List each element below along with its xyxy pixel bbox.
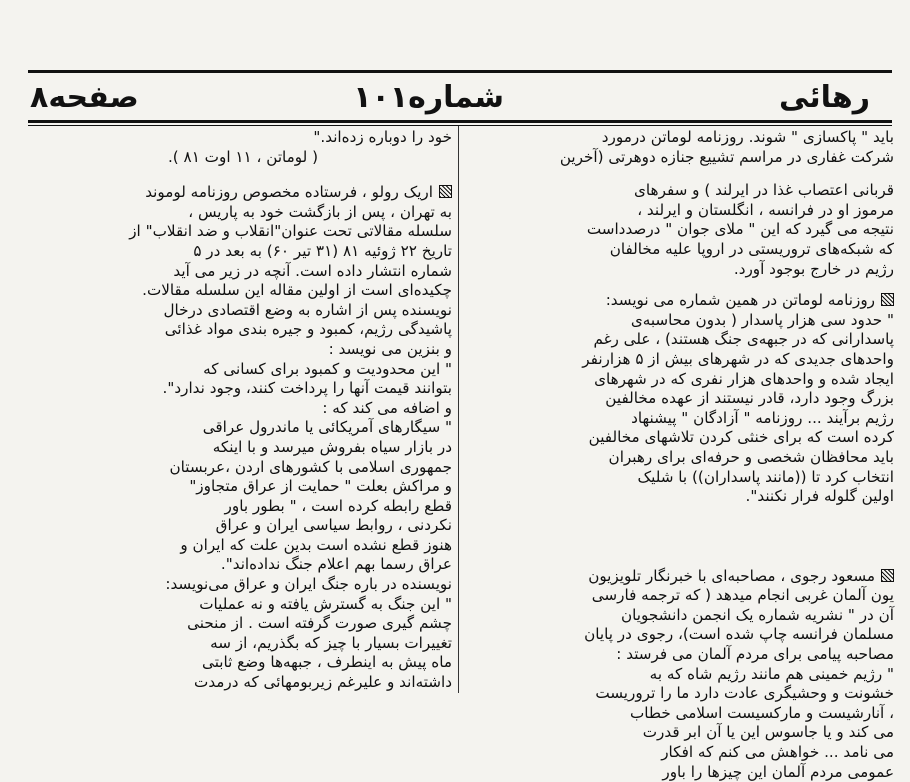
text-line: بتوانند قیمت آنها را پرداخت کنند، وجود ندارد". — [162, 379, 452, 398]
text-line: مسعود رجوی ، مصاحبه‌ای با خبرنگار تلویزیون — [466, 567, 894, 587]
text-line: باید محافظان شخصی و حرفه‌ای برای رهبران — [608, 447, 894, 466]
bullet-square-icon — [881, 293, 894, 306]
text-line: " سیگارهای آمریکائی یا ماندرول عراقی — [202, 418, 452, 437]
news-item-lematin — [466, 291, 894, 507]
quote-source: ( لوماتن ، ۱۱ اوت ۸۱ ). — [167, 147, 319, 166]
text-line: و اضافه می کند که : — [322, 398, 452, 417]
text-line: ایجاد شده و واحدهای هزار نفری که در شهرهای — [594, 369, 894, 388]
text-line: و مراکش بعلت " حمایت از عراق متجاوز" — [189, 477, 452, 496]
publication-title: رهائی — [779, 80, 870, 115]
right-column — [466, 128, 894, 782]
text-line: " حدود سی هزار پاسدار ( بدون محاسبه‌ی — [630, 310, 894, 329]
text-line: ماه پیش به اینطرف ، جبهه‌ها وضع ثابتی — [202, 653, 452, 672]
text-line: انتخاب کرد تا ((مانند پاسداران)) با شلیک — [637, 467, 894, 486]
text-line: یون آلمان غربی انجام میدهد ( که ترجمه فارسی — [591, 586, 894, 605]
text-line: عمومی مردم آلمان این چیزها را باور — [662, 762, 894, 781]
text-line: " این محدودیت و کمبود برای کسانی که — [203, 359, 452, 378]
text-line: باید " پاکسازی " شوند. روزنامه لوماتن درمورد — [601, 128, 894, 146]
masthead-top-rule — [28, 70, 892, 73]
text-line: می نامد ... خواهش می کنم که افکار — [661, 743, 894, 762]
text-line: پاسدارانی که در جبهه‌ی جنگ هستند) ، علی رغم — [593, 330, 894, 349]
masthead-bottom-rule — [28, 120, 892, 123]
text-line: ، آنارشیست و مارکسیست اسلامی خطاب — [629, 703, 894, 722]
text-line: کرده است که برای خنثی کردن تلاشهای مخالفین — [588, 428, 894, 447]
column-divider — [458, 126, 459, 693]
text-line: مصاحبه پیامی برای مردم آلمان می فرستد : — [616, 645, 894, 664]
text-line: و بنزین می نویسد : — [328, 339, 452, 358]
text-line: آن در " نشریه شماره یک انجمن دانشجویان — [620, 605, 894, 624]
article-continuation — [466, 128, 894, 279]
text-line: قربانی اعتصاب غذا در ایرلند ) و سفرهای — [634, 181, 894, 200]
text-line: مسلمان فرانسه چاپ شده است)، رجوی در پایان — [584, 625, 894, 644]
bullet-square-icon — [439, 185, 452, 198]
news-item-rajavi — [466, 567, 894, 782]
text-line: مرموز او در فرانسه ، انگلستان و ایرلند ، — [637, 200, 894, 219]
text-line: خشونت و وحشیگری عادت دارد ما را تروریست — [595, 684, 894, 703]
text-line: نتیجه می گیرد که این " ملای جوان " درصدداست — [586, 220, 894, 239]
text-line: هنوز قطع نشده است بدین علت که ایران و — [180, 535, 452, 554]
text-line: در بازار سیاه بفروش میرسد و با اینکه — [212, 437, 452, 456]
masthead-bottom-rule-thin — [28, 125, 892, 126]
quote-ending — [34, 128, 452, 167]
text-line: روزنامه لوماتن در همین شماره می نویسد: — [466, 291, 894, 311]
masthead — [30, 76, 892, 120]
text-line: شماره انتشار داده است. آنچه در زیر می آید — [173, 261, 452, 280]
left-column — [34, 128, 452, 693]
text-line: قطع رابطه کرده است ، " بطور باور — [224, 496, 452, 515]
text-line: بزرگ وجود دارد، قادر نیستند از عهده مخالفین — [605, 389, 894, 408]
text-line: نکردنی ، روابط سیاسی ایران و عراق — [215, 516, 452, 535]
text-line: رژیم در خارج بوجود آورد. — [733, 259, 894, 278]
text-line: واحدهای جدیدی که در شهرهای بیش از ۵ هزارنفر — [582, 349, 894, 368]
bullet-square-icon — [881, 569, 894, 582]
text-line: که شبکه‌های تروریستی در اروپا علیه مخالفان — [609, 239, 894, 258]
text-line: پاشیدگی رژیم، کمبود و جیره بندی مواد غذائی — [164, 320, 452, 339]
text-line: اولین گلوله فرار نکنند". — [745, 487, 894, 506]
text-line: جمهوری اسلامی با کشورهای اردن ،عربستان — [169, 457, 452, 476]
text-line: داشته‌اند و علیرغم زیربومهائی که درمدت — [194, 673, 452, 692]
text-line: تغییرات بسیار با چیز که بگذریم، از سه — [210, 633, 452, 652]
text-line: اریک رولو ، فرستاده مخصوص روزنامه لوموند — [34, 183, 452, 203]
text-line: " رژیم خمینی هم مانند رژیم شاه که به — [649, 664, 894, 683]
page-number: صفحه۸ — [30, 80, 139, 115]
issue-number: شماره۱۰۱ — [353, 80, 504, 115]
text-line: چکیده‌ای است از اولین مقاله این سلسله مقالات. — [142, 281, 452, 300]
text-line: تاریخ ۲۲ ژوئیه ۸۱ (۳۱ تیر ۶۰) به بعد در ۵ — [193, 241, 452, 260]
text-line: خود را دوباره زده‌اند." — [313, 128, 452, 146]
text-line: به تهران ، پس از بازگشت خود به پاریس ، — [188, 202, 452, 221]
text-line: سلسله مقالاتی تحت عنوان"انقلاب و ضد انقلاب" از — [129, 222, 452, 241]
text-line: چشم گیری صورت گرفته است . از منحنی — [187, 614, 452, 633]
text-line: " این جنگ به گسترش یافته و نه عملیات — [199, 594, 452, 613]
text-line: شرکت غفاری در مراسم تشییع جنازه دوهرتی (آخرین — [559, 147, 894, 166]
text-line: می کند و یا جاسوس این یا آن ابر قدرت — [642, 723, 894, 742]
text-line: نویسنده در باره جنگ ایران و عراق می‌نویسد: — [165, 575, 452, 594]
text-line: عراق رسما بهم اعلام جنگ نداده‌اند". — [220, 555, 452, 574]
text-line: نویسنده پس از اشاره به وضع اقتصادی درخال — [163, 300, 452, 319]
news-item-eric-rouleau — [34, 183, 452, 692]
text-line: رژیم برآیند ... روزنامه " آزادگان " پیشنهاد — [631, 408, 894, 427]
